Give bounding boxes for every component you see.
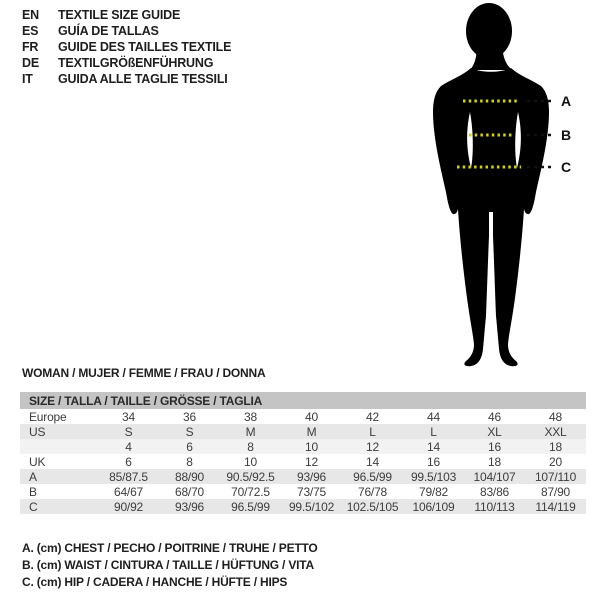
size-cell: 6 — [125, 454, 132, 469]
size-cell: 46 — [488, 409, 501, 424]
legend-line-hip: C. (cm) HIP / CADERA / HANCHE / HÜFTE / HIPS — [22, 575, 288, 589]
lang-row-de — [22, 55, 231, 71]
size-cell: L — [430, 424, 437, 439]
size-cell: 102.5/105 — [346, 499, 399, 514]
size-cell: M — [306, 424, 317, 439]
size-cell: 99.5/102 — [288, 499, 335, 514]
size-cell: 106/109 — [412, 499, 455, 514]
table-header-row — [20, 392, 586, 409]
size-cell: 38 — [244, 409, 257, 424]
size-cell: 10 — [244, 454, 257, 469]
table-row — [20, 469, 586, 484]
size-table — [20, 392, 586, 514]
woman-silhouette-figure — [405, 0, 600, 372]
size-cell: 99.5/103 — [410, 469, 457, 484]
category-title: WOMAN / MUJER / FEMME / FRAU / DONNA — [22, 366, 266, 380]
size-cell: 10 — [305, 439, 318, 454]
size-cell: 64/67 — [113, 484, 144, 499]
lang-code: FR — [22, 40, 39, 54]
size-cell: 6 — [186, 439, 193, 454]
lang-label: TEXTILGRÖßENFÜHRUNG — [58, 56, 214, 70]
size-table-body — [20, 392, 586, 514]
size-cell: M — [245, 424, 256, 439]
size-cell: 73/75 — [296, 484, 327, 499]
table-row — [20, 484, 586, 499]
lang-row-it — [22, 71, 231, 87]
size-cell: 93/96 — [174, 499, 205, 514]
size-cell: S — [185, 424, 194, 439]
size-cell: XXL — [544, 424, 567, 439]
lang-row-fr — [22, 39, 231, 55]
size-cell: 96.5/99 — [353, 469, 392, 484]
measurement-legend — [22, 540, 318, 591]
table-row — [20, 424, 586, 439]
row-label: A — [29, 469, 37, 484]
marker-label-c: C — [561, 159, 572, 175]
row-label: Europe — [29, 409, 67, 424]
lang-row-en — [22, 7, 231, 23]
size-cell: 76/78 — [357, 484, 388, 499]
size-cell: 14 — [427, 439, 440, 454]
size-cell: S — [124, 424, 133, 439]
size-cell: 40 — [305, 409, 318, 424]
size-cell: XL — [487, 424, 502, 439]
size-cell: 88/90 — [174, 469, 205, 484]
legend-line-chest: A. (cm) CHEST / PECHO / POITRINE / TRUHE / PETTO — [22, 541, 318, 555]
lang-label: GUIDA ALLE TAGLIE TESSILI — [58, 72, 228, 86]
size-cell: 90.5/92.5 — [226, 469, 275, 484]
size-cell: 20 — [549, 454, 562, 469]
lang-row-es — [22, 23, 231, 39]
lang-label: GUÍA DE TALLAS — [58, 24, 159, 38]
size-cell: 48 — [549, 409, 562, 424]
size-cell: 44 — [427, 409, 440, 424]
marker-label-a: A — [561, 93, 572, 109]
size-cell: 42 — [366, 409, 379, 424]
lang-code: DE — [22, 56, 39, 70]
size-cell: 18 — [488, 454, 501, 469]
size-cell: 16 — [427, 454, 440, 469]
row-label: B — [29, 484, 37, 499]
lang-code: EN — [22, 8, 39, 22]
size-cell: 36 — [183, 409, 196, 424]
size-cell: 114/119 — [535, 499, 576, 514]
size-cell: 110/113 — [474, 499, 515, 514]
size-cell: 68/70 — [174, 484, 205, 499]
silhouette-svg — [405, 0, 600, 372]
size-cell: 34 — [122, 409, 135, 424]
size-cell: 79/82 — [418, 484, 449, 499]
size-cell: 4 — [125, 439, 132, 454]
marker-label-b: B — [561, 127, 572, 143]
size-cell: 16 — [488, 439, 501, 454]
size-cell: L — [369, 424, 376, 439]
size-cell: 96.5/99 — [231, 499, 270, 514]
size-cell: 8 — [186, 454, 193, 469]
lang-label: TEXTILE SIZE GUIDE — [58, 8, 181, 22]
language-title-block — [22, 7, 231, 87]
size-cell: 12 — [366, 439, 379, 454]
size-cell: 104/107 — [473, 469, 516, 484]
row-label: UK — [29, 454, 46, 469]
size-cell: 87/90 — [540, 484, 571, 499]
size-cell: 83/86 — [479, 484, 510, 499]
size-cell: 107/110 — [534, 469, 577, 484]
lang-code: IT — [22, 72, 33, 86]
table-row — [20, 409, 586, 424]
lang-label: GUIDE DES TAILLES TEXTILE — [58, 40, 232, 54]
size-cell: 12 — [305, 454, 318, 469]
row-label: US — [29, 424, 46, 439]
silhouette-right-leg — [493, 192, 525, 366]
size-cell: 93/96 — [296, 469, 327, 484]
lang-code: ES — [22, 24, 39, 38]
row-label: C — [29, 499, 38, 514]
row-label — [20, 439, 98, 454]
table-row — [20, 454, 586, 469]
table-row — [20, 439, 586, 454]
silhouette-left-leg — [457, 192, 489, 366]
table-row — [20, 499, 586, 514]
table-header: SIZE / TALLA / TAILLE / GRÖSSE / TAGLIA — [20, 392, 586, 409]
size-cell: 8 — [247, 439, 254, 454]
size-cell: 90/92 — [113, 499, 144, 514]
legend-line-waist: B. (cm) WAIST / CINTURA / TAILLE / HÜFTUNG / VITA — [22, 558, 314, 572]
size-cell: 70/72.5 — [231, 484, 270, 499]
size-cell: 18 — [549, 439, 562, 454]
size-cell: 85/87.5 — [109, 469, 148, 484]
size-cell: 14 — [366, 454, 379, 469]
